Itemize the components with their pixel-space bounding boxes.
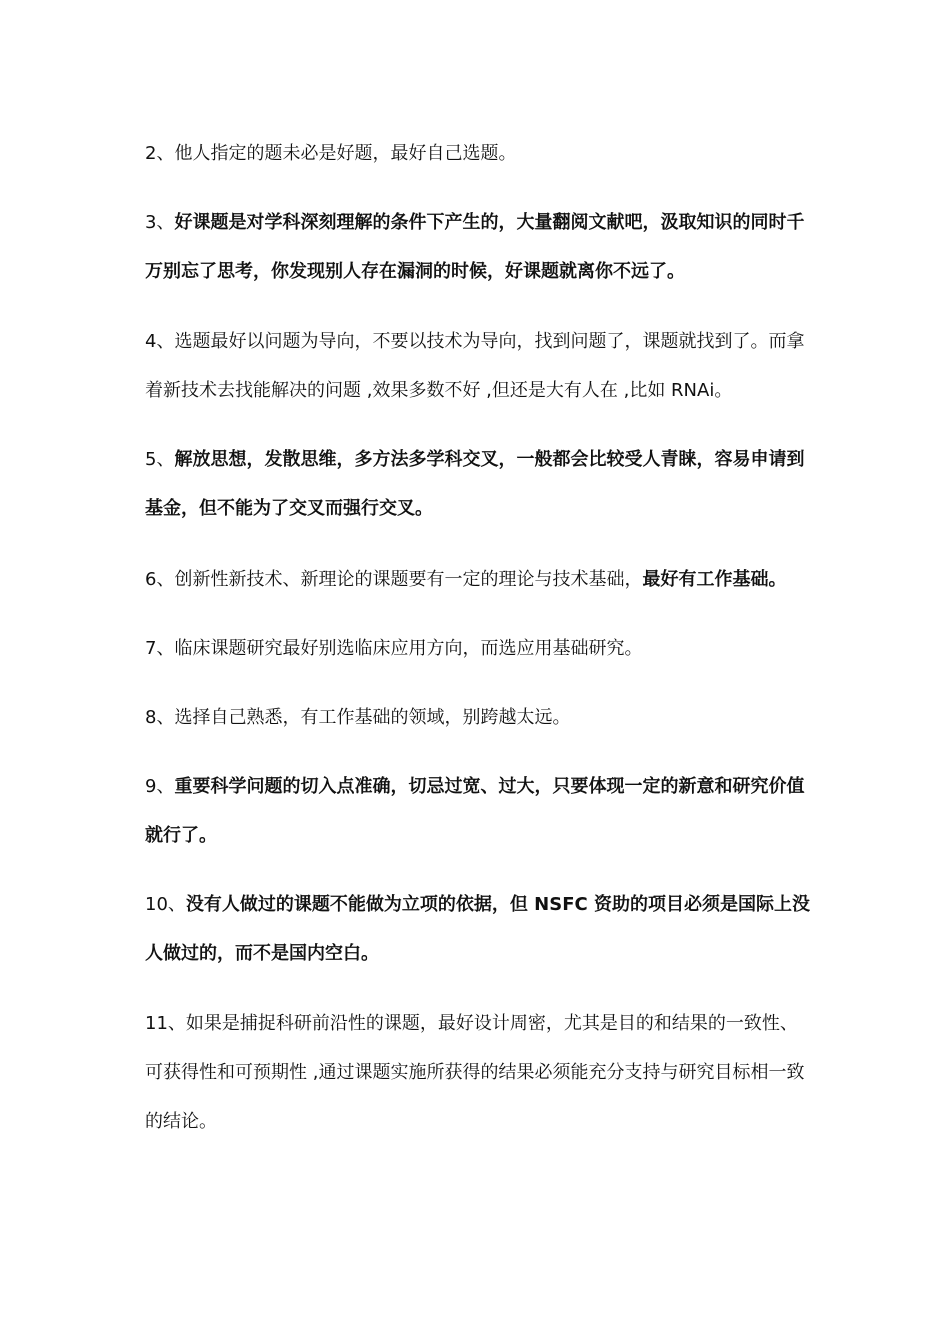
paragraph-item-3: [145, 198, 815, 296]
item-text: 选择自己熟悉，有工作基础的领域，别跨越太远。: [174, 707, 571, 728]
paragraph-item-9: [145, 762, 815, 860]
item-number: 11、: [145, 1013, 186, 1034]
item-text: 重要科学问题的切入点准确，切忌过宽、过大，只要体现一定的新意和研究价值就行了。: [145, 776, 805, 846]
paragraph-item-8: [145, 693, 815, 742]
item-text-bold-tail: 最好有工作基础。: [642, 569, 787, 590]
item-text: 好课题是对学科深刻理解的条件下产生的，大量翻阅文献吧，汲取知识的同时千万别忘了思考，你发现别人存在漏洞的时候，好课题就离你不远了。: [145, 212, 805, 282]
item-text: 他人指定的题未必是好题，最好自己选题。: [174, 143, 517, 164]
item-number: 8、: [145, 707, 175, 728]
item-text: 创新性新技术、新理论的课题要有一定的理论与技术基础，: [174, 569, 643, 590]
item-number: 7、: [145, 638, 175, 659]
item-number: 2、: [145, 143, 175, 164]
paragraph-item-6: [145, 555, 815, 604]
item-text: 解放思想，发散思维，多方法多学科交叉，一般都会比较受人青睐，容易申请到基金，但不能为了交叉而强行交叉。: [145, 449, 805, 519]
paragraph-item-2: [145, 129, 815, 178]
item-text: 临床课题研究最好别选临床应用方向，而选应用基础研究。: [174, 638, 643, 659]
paragraph-item-5: [145, 435, 815, 533]
item-number: 3、: [145, 212, 175, 233]
item-text: 没有人做过的课题不能做为立项的依据，但 NSFC 资助的项目必须是国际上没人做过的，而不是国内空白。: [145, 894, 810, 964]
item-number: 4、: [145, 331, 175, 352]
paragraph-item-7: [145, 624, 815, 673]
paragraph-item-10: [145, 880, 815, 978]
paragraph-item-4: [145, 317, 815, 415]
item-text: 选题最好以问题为导向，不要以技术为导向，找到问题了，课题就找到了。而拿着新技术去找能解决的问题 ,效果多数不好 ,但还是大有人在 ,比如 RNAi。: [145, 331, 805, 401]
item-number: 6、: [145, 569, 175, 590]
item-number: 10、: [145, 894, 186, 915]
paragraph-item-11: [145, 999, 815, 1146]
item-number: 9、: [145, 776, 175, 797]
item-number: 5、: [145, 449, 175, 470]
item-text: 如果是捕捉科研前沿性的课题，最好设计周密，尤其是目的和结果的一致性、可获得性和可预期性 ,通过课题实施所获得的结果必须能充分支持与研究目标相一致的结论。: [145, 1013, 805, 1132]
